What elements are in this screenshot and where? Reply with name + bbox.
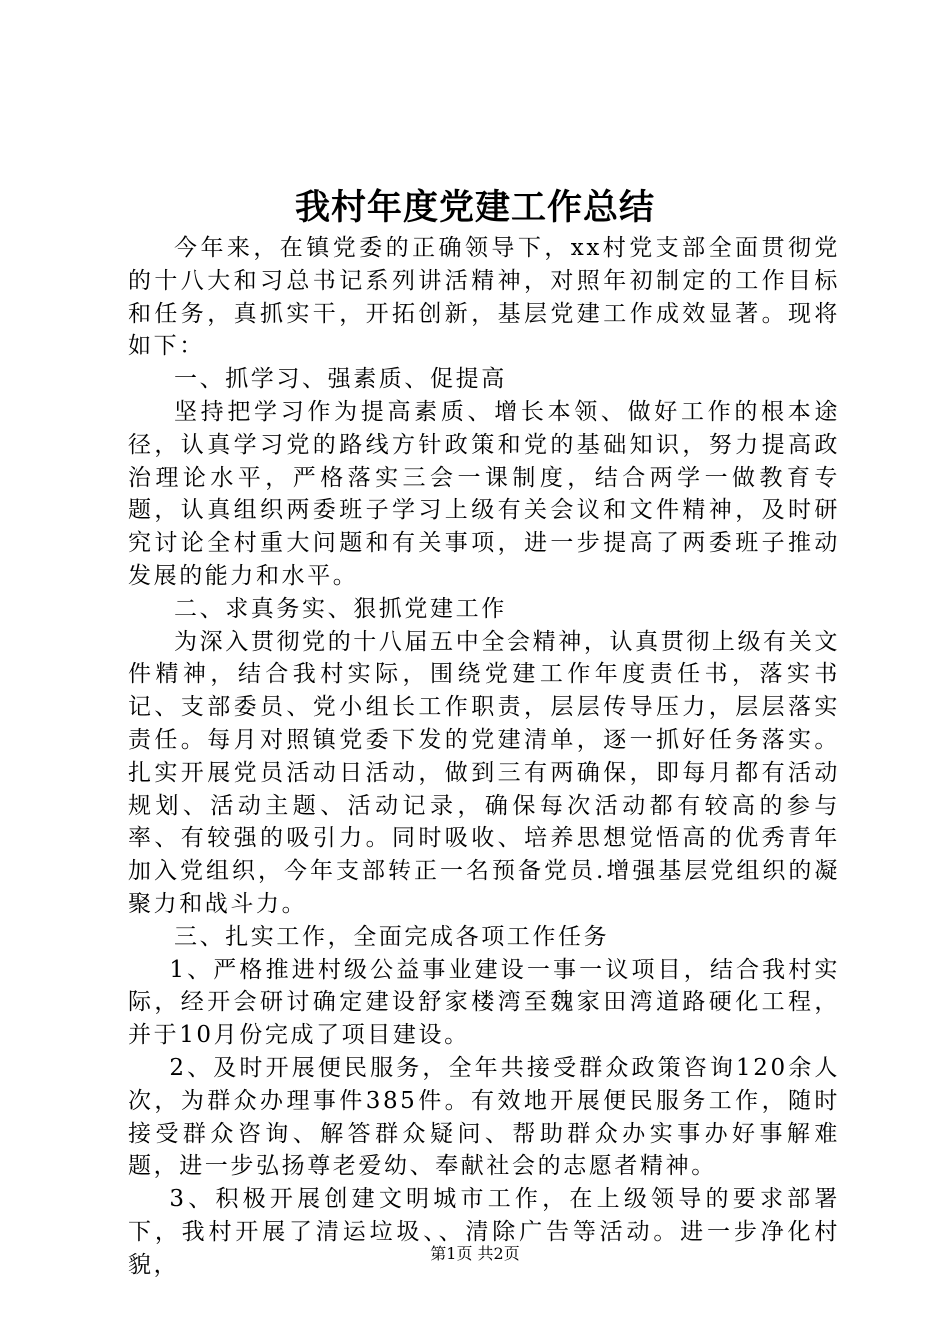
section-2-paragraph: 为深入贯彻党的十八届五中全会精神，认真贯彻上级有关文件精神，结合我村实际，围绕党建工作年度责任书，落实书记、支部委员、党小组长工作职责，层层传导压力，层层落实责任。每月对照镇党委下发的党建清单，逐一抓好任务落实。扎实开展党员活动日活动，做到三有两确保，即每月都有活动规划、活动主题、活动记录，确保每次活动都有较高的参与率、有较强的吸引力。同时吸收、培养思想觉悟高的优秀青年加入党组织，今年支部转正一名预备党员.增强基层党组织的凝聚力和战斗力。 (128, 628, 840, 917)
document-title: 我村年度党建工作总结 (294, 187, 655, 228)
section-heading-3: 三、扎实工作，全面完成各项工作任务 (174, 923, 610, 950)
item-2-paragraph: 2、及时开展便民服务，全年共接受群众政策咨询120余人次，为群众办理事件385件。有效地开展便民服务工作，随时接受群众咨询、解答群众疑问、帮助群众办实事办好事解难题，进一步弘扬尊老爱幼、奉献社会的志愿者精神。 (128, 1054, 840, 1180)
intro-paragraph: 今年来，在镇党委的正确领导下，xx村党支部全面贯彻党的十八大和习总书记系列讲活精神，对照年初制定的工作目标和任务，真抓实干，开拓创新，基层党建工作成效显著。现将如下： (128, 235, 840, 360)
item-1-paragraph: 1、严格推进村级公益事业建设一事一议项目，结合我村实际，经开会研讨确定建设舒家楼湾至魏家田湾道路硬化工程，并于10月份完成了项目建设。 (128, 956, 840, 1049)
section-1-paragraph: 坚持把学习作为提高素质、增长本领、做好工作的根本途径，认真学习党的路线方针政策和党的基础知识，努力提高政治理论水平，严格落实三会一课制度，结合两学一做教育专题，认真组织两委班子学习上级有关会议和文件精神，及时研究讨论全村重大问题和有关事项，进一步提高了两委班子推动发展的能力和水平。 (128, 398, 840, 589)
document-body (128, 232, 840, 1282)
item-3-paragraph: 3、积极开展创建文明城市工作，在上级领导的要求部署下，我村开展了清运垃圾、、清除广告等活动。进一步净化村貌， (128, 1186, 840, 1278)
section-heading-1: 一、抓学习、强素质、促提高 (174, 366, 507, 393)
section-heading-2: 二、求真务实、狠抓党建工作 (174, 595, 507, 622)
page-number-footer: 第1页 共2页 (430, 1244, 520, 1263)
